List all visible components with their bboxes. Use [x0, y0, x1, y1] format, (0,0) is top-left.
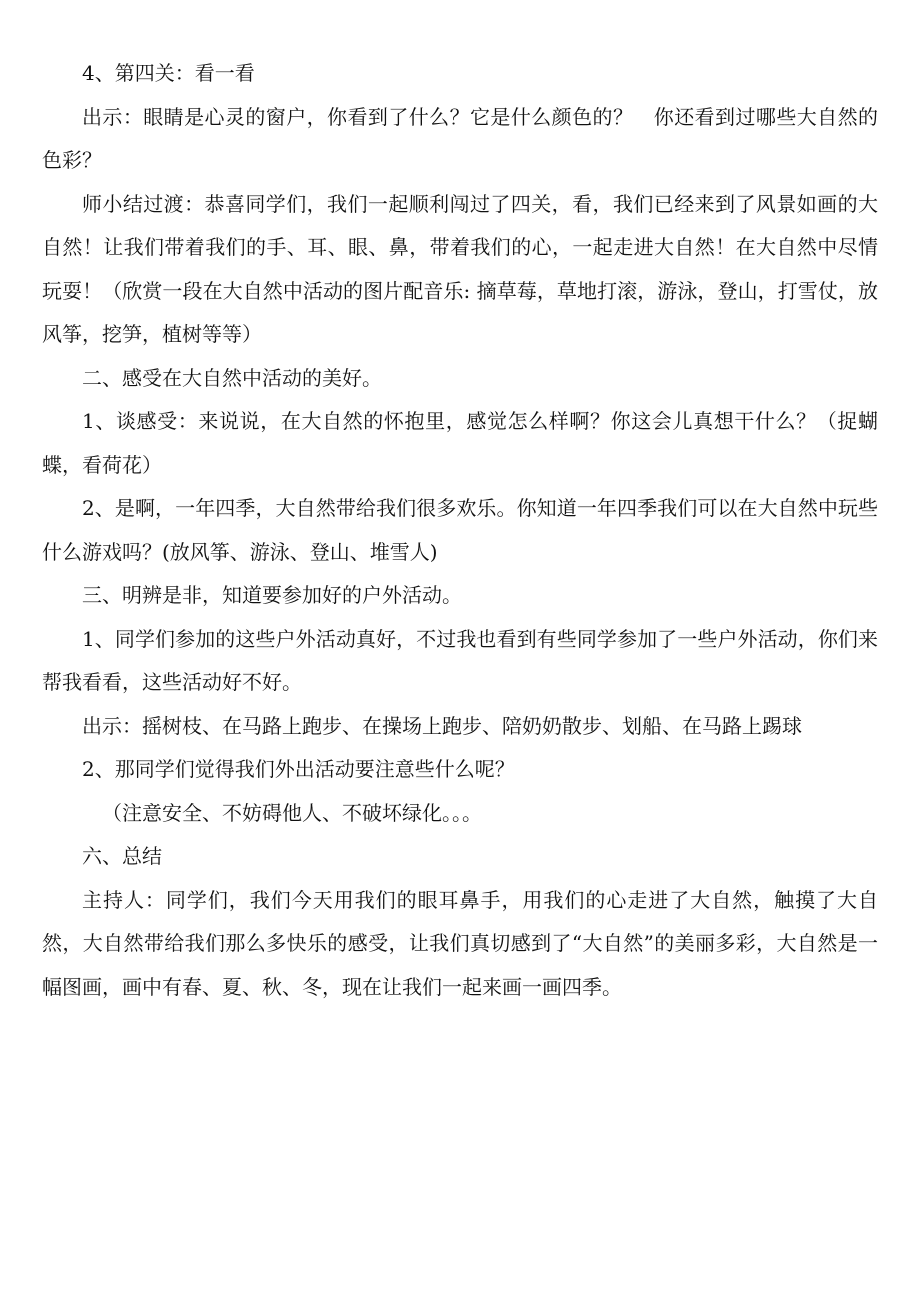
paragraph-host-summary: 主持人：同学们，我们今天用我们的眼耳鼻手，用我们的心走进了大自然，触摸了大自然，大自然带给我们那么多快乐的感受，让我们真切感到了“大自然”的美丽多彩，大自然是一幅图画，画中有春、夏、秋、冬，现在让我们一起来画一画四季。 — [42, 887, 878, 999]
document-body — [42, 52, 878, 1009]
section-heading-level-four: 4、第四关：看一看 — [82, 61, 255, 85]
paragraph-show-activities: 出示：摇树枝、在马路上跑步、在操场上跑步、陪奶奶散步、划船、在马路上踢球 — [82, 713, 802, 738]
section-heading-summary: 六、总结 — [82, 844, 162, 868]
section-heading-right-wrong: 三、明辨是非，知道要参加好的户外活动。 — [82, 583, 462, 607]
section-heading-feel-nature: 二、感受在大自然中活动的美好。 — [82, 365, 382, 390]
paragraph-safety-notes: （注意安全、不妨碍他人、不破坏绿化。。。 — [102, 800, 482, 825]
paragraph-attention-question: 2、那同学们觉得我们外出活动要注意些什么呢？ — [82, 757, 515, 781]
paragraph-four-seasons-games: 2、是啊，一年四季，大自然带给我们很多欢乐。你知道一年四季我们可以在大自然中玩些什么游戏吗？(放风筝、游泳、登山、堆雪人) — [42, 496, 878, 564]
paragraph-show-eyes: 出示：眼睛是心灵的窗户，你看到了什么？它是什么颜色的？ 你还看到过哪些大自然的色彩？ — [42, 104, 878, 172]
paragraph-talk-feelings: 1、谈感受：来说说，在大自然的怀抱里，感觉怎么样啊？你这会儿真想干什么？（捉蝴蝶，看荷花） — [42, 409, 878, 477]
paragraph-teacher-summary: 师小结过渡：恭喜同学们，我们一起顺利闯过了四关，看，我们已经来到了风景如画的大自然！让我们带着我们的手、耳、眼、鼻，带着我们的心，一起走进大自然！在大自然中尽情玩耍！（欣赏一段在大自然中活动的图片配音乐: 摘草莓，草地打滚，游泳，登山，打雪仗，放风筝，挖笋，植树等等） — [42, 191, 878, 346]
paragraph-outdoor-activities: 1、同学们参加的这些户外活动真好，不过我也看到有些同学参加了一些户外活动，你们来帮我看看，这些活动好不好。 — [42, 626, 878, 694]
